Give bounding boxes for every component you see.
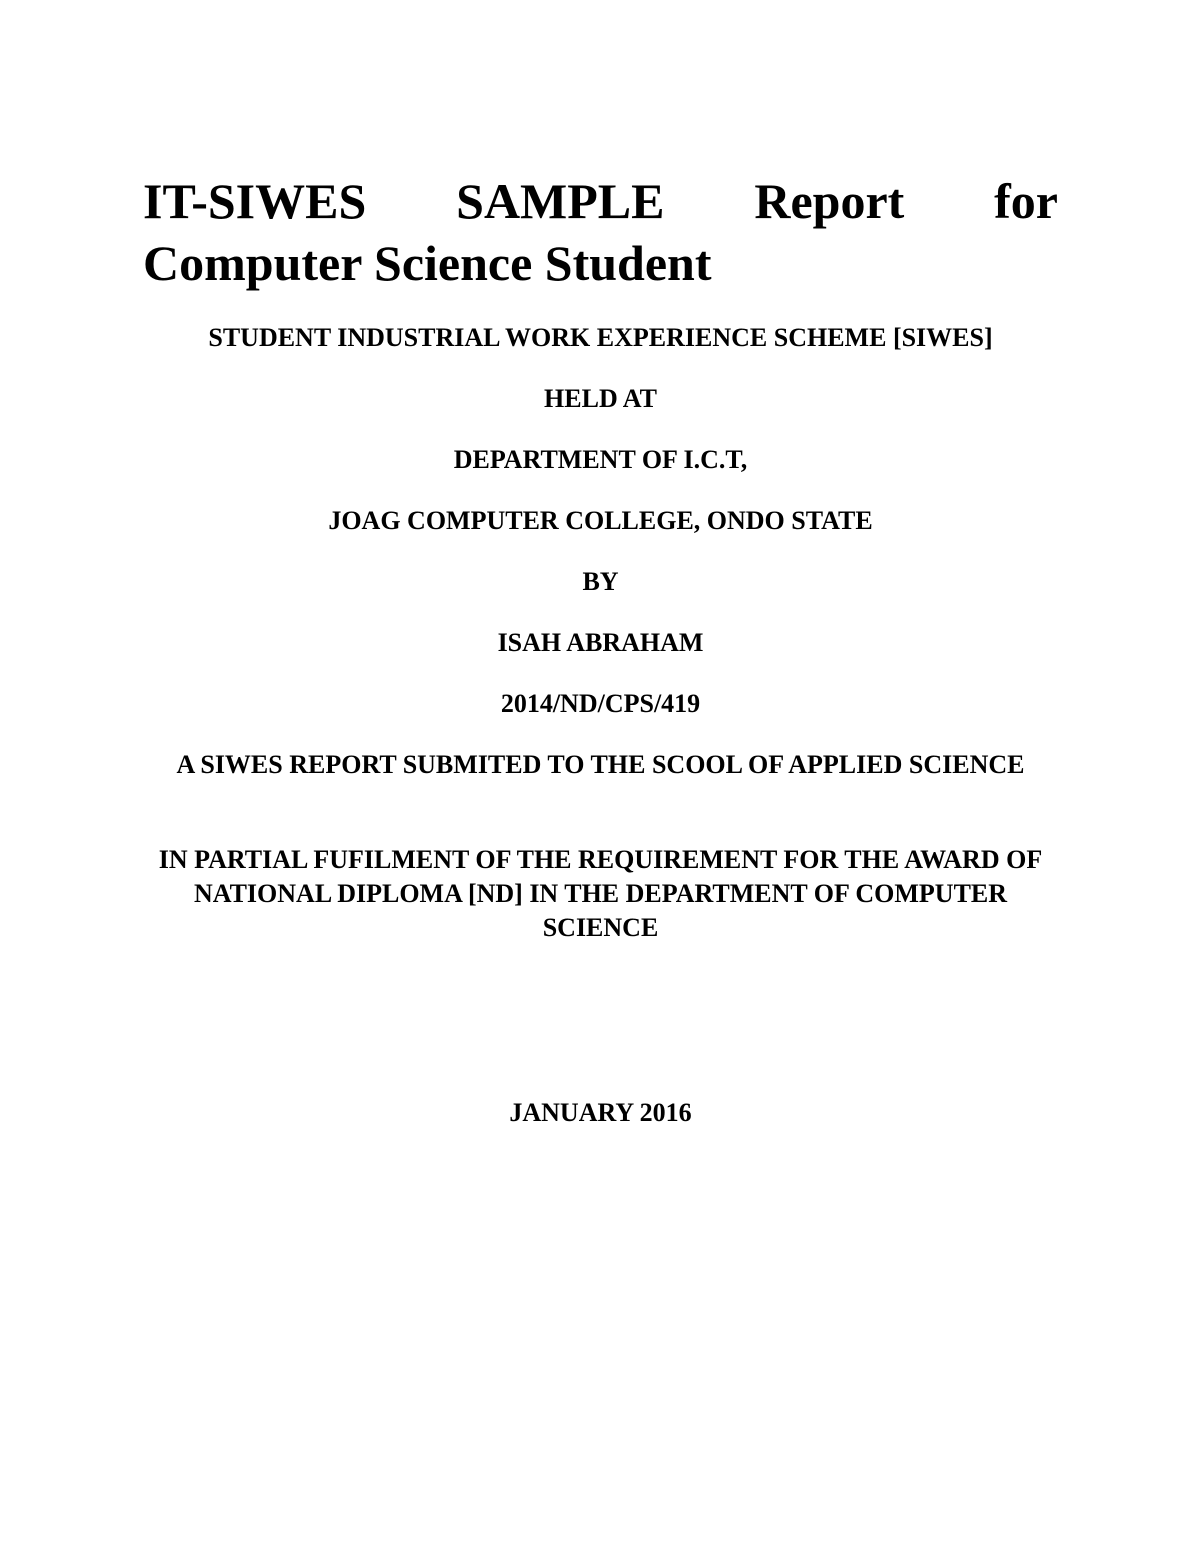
- scheme-heading: STUDENT INDUSTRIAL WORK EXPERIENCE SCHEME [SIWES]: [208, 323, 993, 352]
- document-title-line-1: IT-SIWES SAMPLE Report for: [143, 173, 1058, 229]
- college-name: JOAG COMPUTER COLLEGE, ONDO STATE: [328, 506, 873, 535]
- held-at-label: HELD AT: [544, 384, 657, 413]
- department-name: DEPARTMENT OF I.C.T,: [453, 445, 748, 474]
- matric-number: 2014/ND/CPS/419: [500, 689, 701, 718]
- submission-statement: A SIWES REPORT SUBMITED TO THE SCOOL OF APPLIED SCIENCE: [176, 750, 1025, 779]
- by-label: BY: [582, 567, 619, 596]
- partial-fulfilment-statement: IN PARTIAL FUFILMENT OF THE REQUIREMENT FOR THE AWARD OF NATIONAL DIPLOMA [ND] IN THE DEPARTMENT OF COMPUTER SCIENCE: [158, 845, 1043, 942]
- report-date: JANUARY 2016: [509, 1098, 692, 1127]
- document-title: [143, 170, 1058, 294]
- document-title-line-2: Computer Science Student: [143, 235, 712, 291]
- student-name: ISAH ABRAHAM: [497, 628, 704, 657]
